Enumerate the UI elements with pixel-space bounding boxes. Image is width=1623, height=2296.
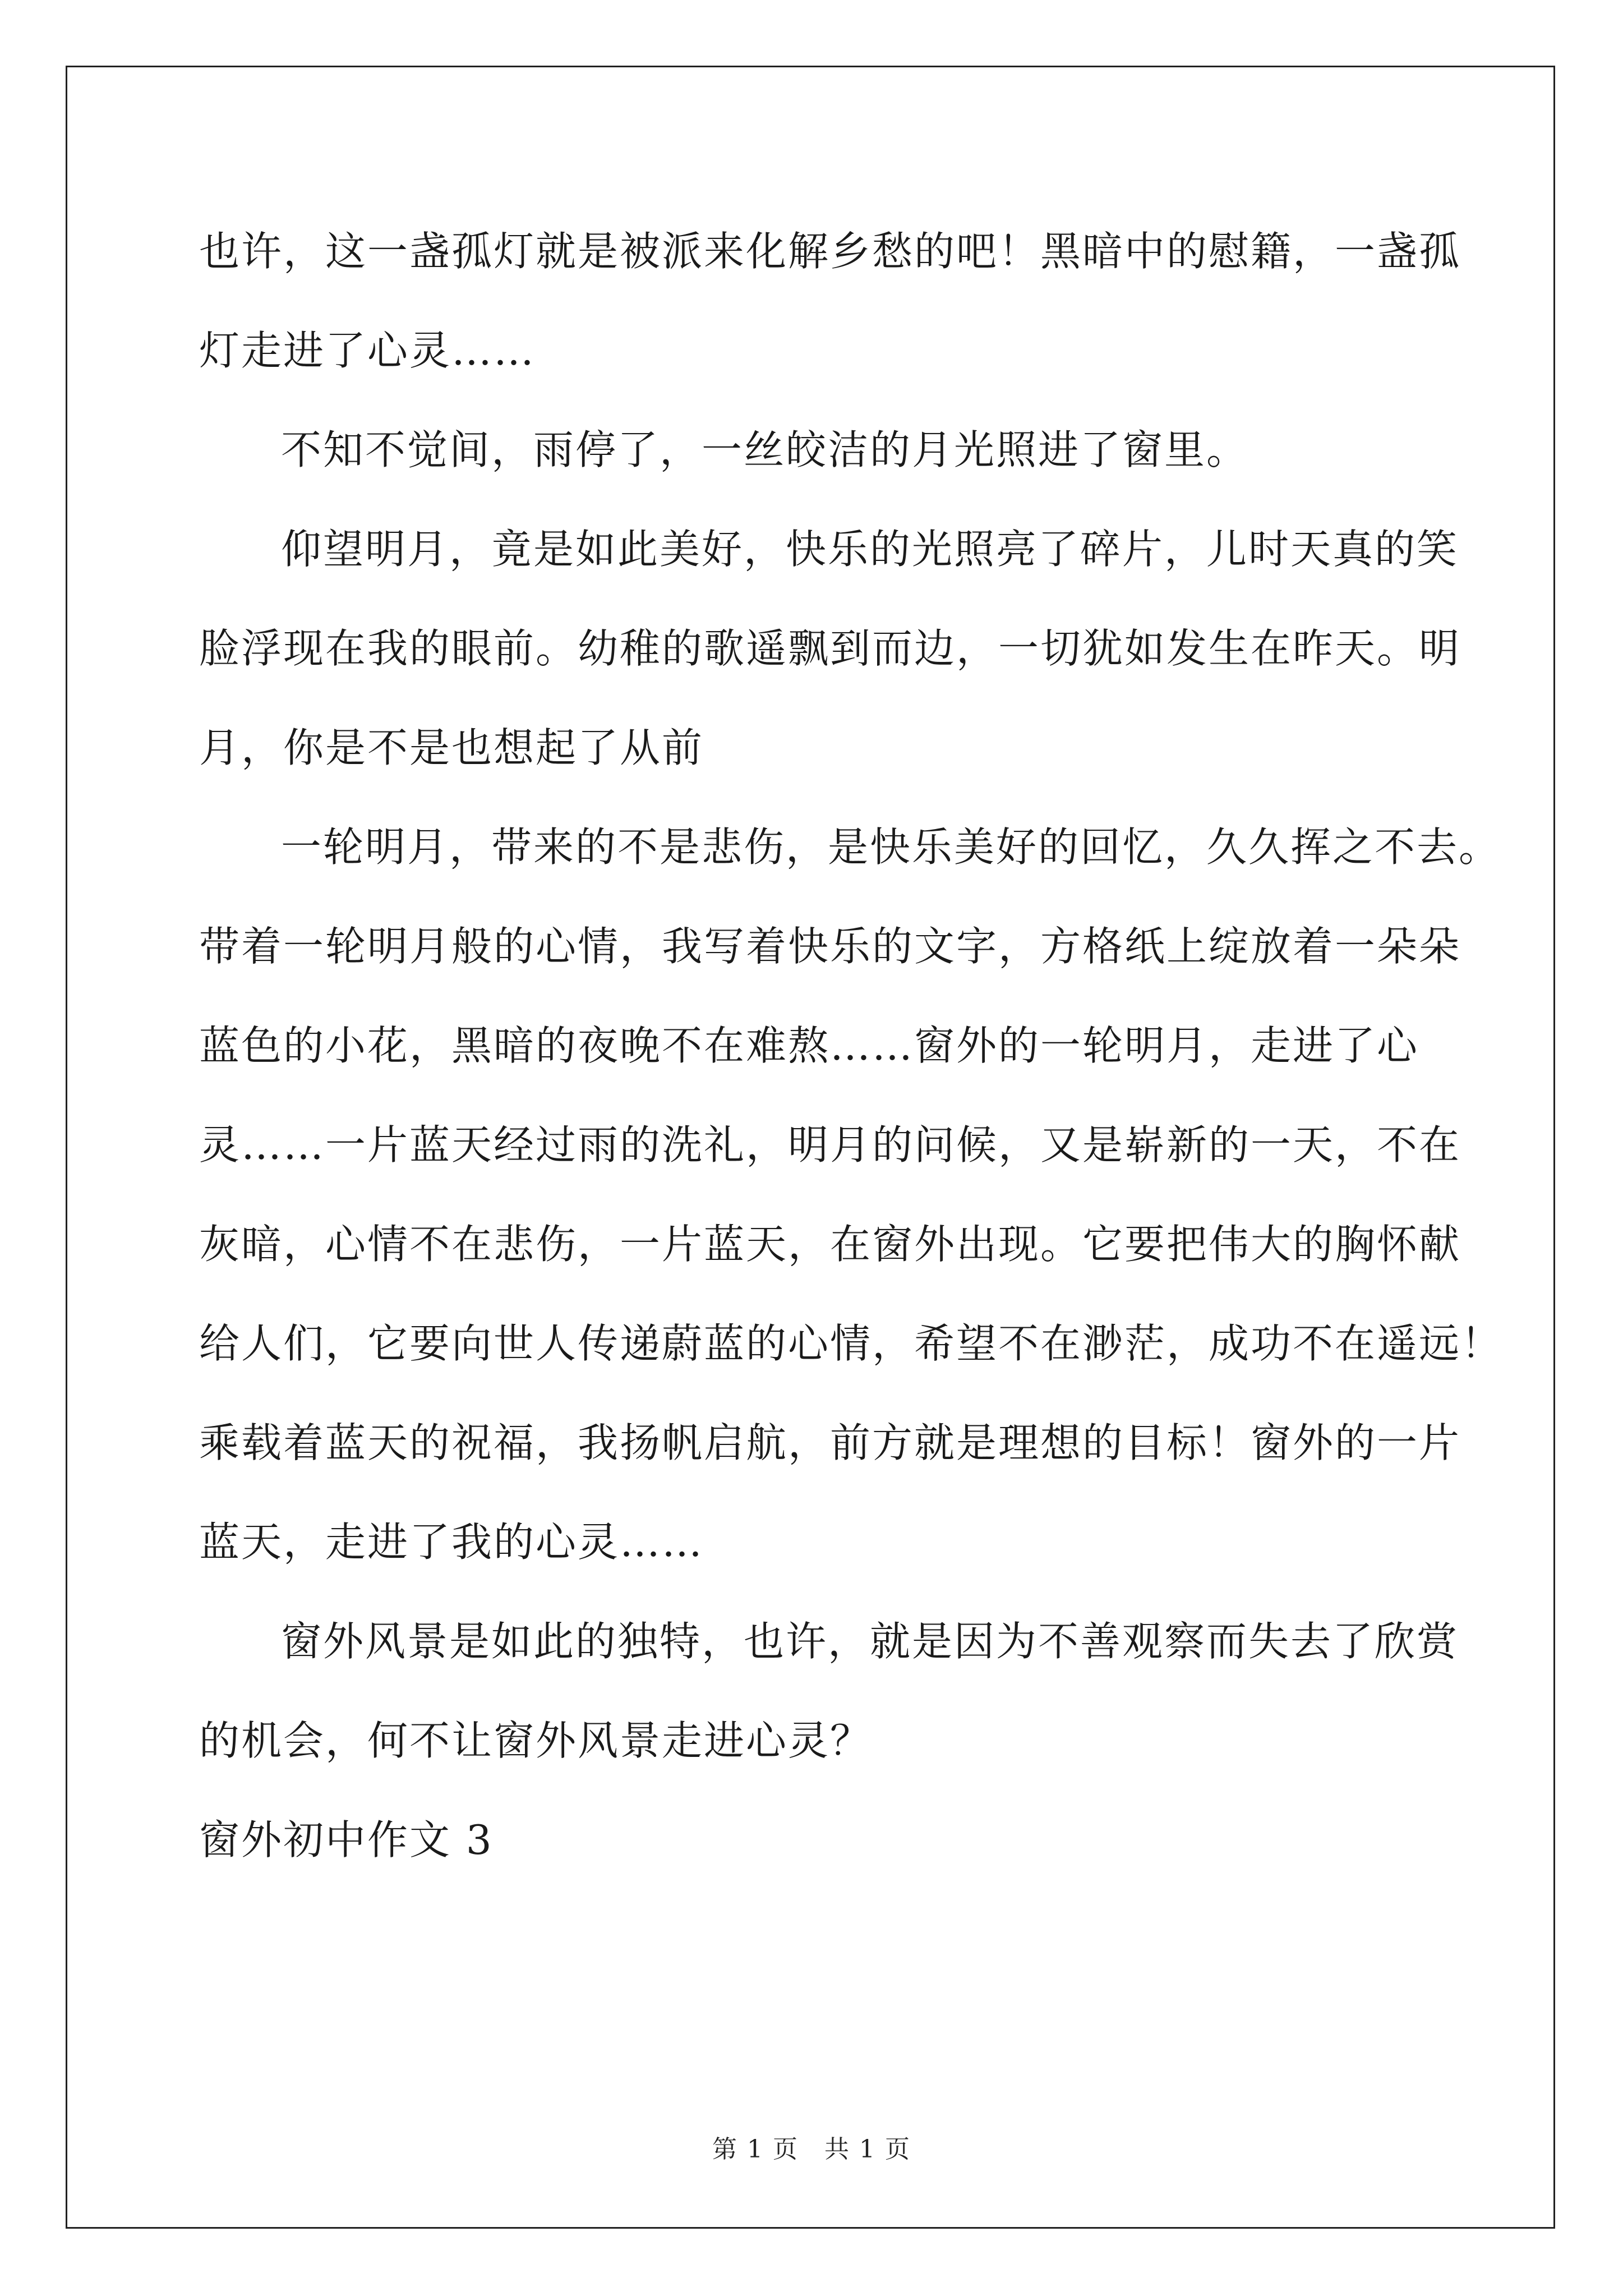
paragraph-line: 仰望明月，竟是如此美好，快乐的光照亮了碎片，儿时天真的笑 — [281, 526, 1459, 573]
text-line: 灵……一片蓝天经过雨的洗礼，明月的问候，又是崭新的一天，不在 — [199, 1121, 1461, 1168]
text-line: 给人们，它要向世人传递蔚蓝的心情，希望不在渺茫，成功不在遥远！ — [199, 1320, 1504, 1367]
section-heading: 窗外初中作文 3 — [199, 1816, 494, 1864]
text-line: 乘载着蓝天的祝福，我扬帆启航，前方就是理想的目标！窗外的一片 — [199, 1419, 1461, 1466]
paragraph-line: 一轮明月，带来的不是悲伤，是快乐美好的回忆，久久挥之不去。 — [281, 823, 1501, 871]
paragraph-line: 窗外风景是如此的独特，也许，就是因为不善观察而失去了欣赏 — [281, 1618, 1459, 1665]
paragraph-line: 不知不觉间，雨停了，一丝皎洁的月光照进了窗里。 — [281, 426, 1249, 473]
text-line: 蓝天，走进了我的心灵…… — [199, 1519, 704, 1566]
text-line: 月，你是不是也想起了从前 — [199, 724, 704, 771]
text-line: 灯走进了心灵…… — [199, 327, 536, 374]
text-line: 蓝色的小花，黑暗的夜晚不在难熬……窗外的一轮明月，走进了心 — [199, 1022, 1419, 1069]
text-line: 的机会，何不让窗外风景走进心灵？ — [199, 1717, 873, 1764]
text-line: 脸浮现在我的眼前。幼稚的歌遥飘到而边，一切犹如发生在昨天。明 — [199, 625, 1461, 672]
text-line: 也许，这一盏孤灯就是被派来化解乡愁的吧！黑暗中的慰籍，一盏孤 — [199, 228, 1461, 275]
text-line: 带着一轮明月般的心情，我写着快乐的文字，方格纸上绽放着一朵朵 — [199, 923, 1461, 970]
document-body — [199, 202, 1504, 1890]
page-number-footer: 第 1 页 共 1 页 — [712, 2135, 911, 2164]
text-line: 灰暗，心情不在悲伤，一片蓝天，在窗外出现。它要把伟大的胸怀献 — [199, 1221, 1461, 1268]
